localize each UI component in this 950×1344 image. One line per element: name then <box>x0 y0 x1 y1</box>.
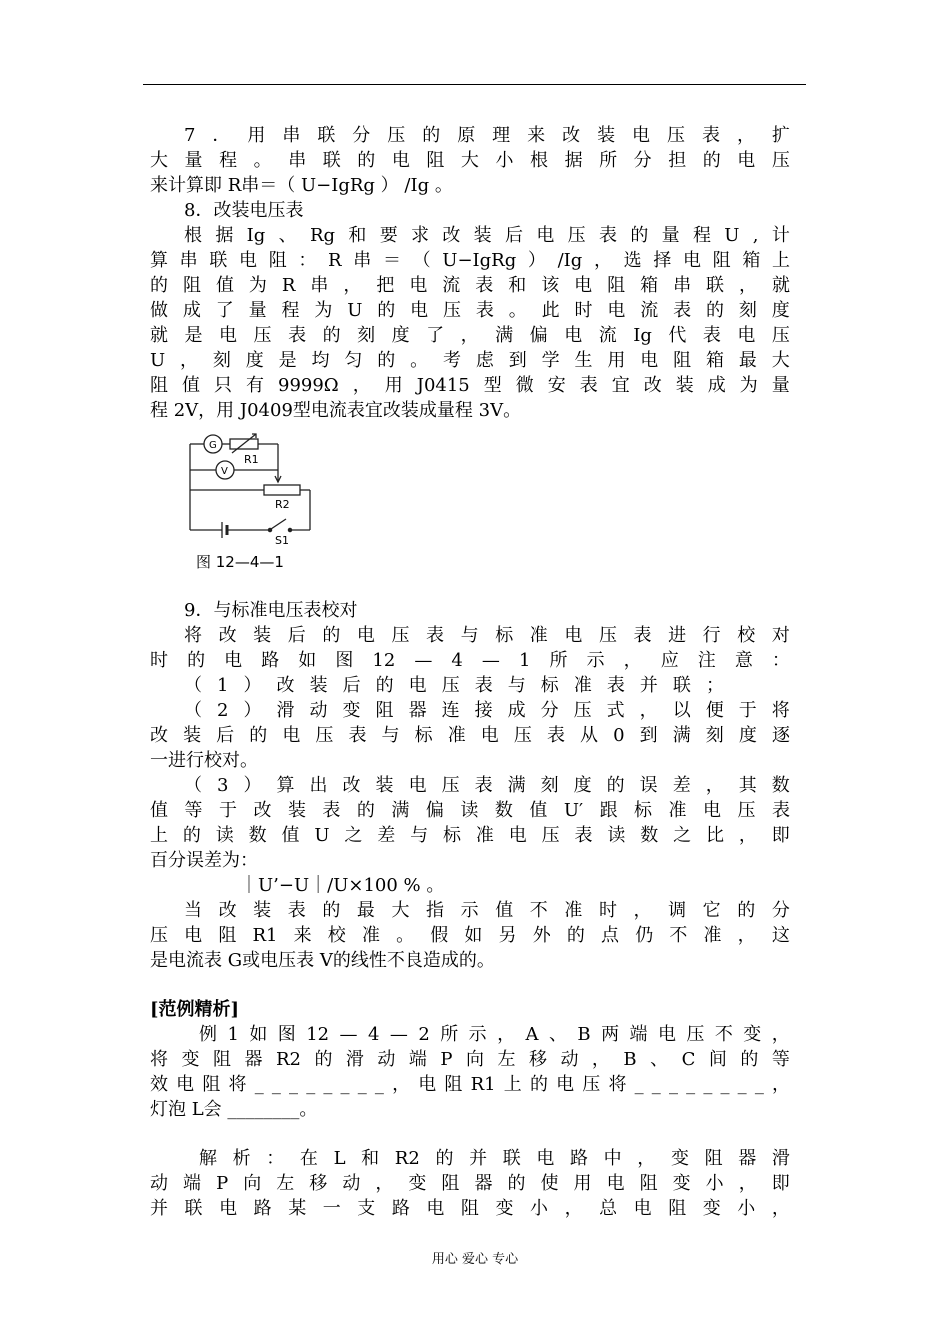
text-line: 7 ． 用 串 联 分 压 的 原 理 来 改 装 电 压 表 ， 扩 <box>184 125 790 146</box>
text-line: （ 1 ） 改 装 后 的 电 压 表 与 标 准 表 并 联 ； <box>184 675 724 696</box>
label-r2: R2 <box>275 498 290 511</box>
text-line: 值 等 于 改 装 表 的 满 偏 读 数 值 U′ 跟 标 准 电 压 表 <box>150 800 790 821</box>
page-footer: 用心 爱心 专心 <box>431 1252 519 1267</box>
text-line: 上 的 读 数 值 U 之 差 与 标 准 电 压 表 读 数 之 比 ， 即 <box>150 825 790 846</box>
example-line: 例 1 如 图 12 — 4 — 2 所 示 ， A 、 B 两 端 电 压 不 变 ， <box>199 1024 790 1045</box>
section-heading: 8．改装电压表 <box>184 200 304 221</box>
text-line: （ 2 ） 滑 动 变 阻 器 连 接 成 分 压 式 ， 以 便 于 将 <box>184 700 790 721</box>
text-line: 将 改 装 后 的 电 压 表 与 标 准 电 压 表 进 行 校 对 <box>184 625 790 646</box>
text-line: 做 成 了 量 程 为 U 的 电 压 表 。 此 时 电 流 表 的 刻 度 <box>150 300 790 321</box>
text-line: 将 变 阻 器 R2 的 滑 动 端 P 向 左 移 动 ， B 、 C 间 的 等 <box>150 1049 790 1070</box>
text-line: 一进行校对。 <box>150 750 258 771</box>
text-line: 来计算即 R串＝（ U−IgRg ） /Ig 。 <box>150 175 453 196</box>
text-line: 的 阻 值 为 R 串 ， 把 电 流 表 和 该 电 阻 箱 串 联 ， 就 <box>150 275 790 296</box>
switch-s1-icon <box>271 519 286 529</box>
text-line: 动 端 P 向 左 移 动 ， 变 阻 器 的 使 用 电 阻 变 小 ， 即 <box>150 1173 790 1194</box>
label-r1: R1 <box>244 453 259 466</box>
text-line: 改 装 后 的 电 压 表 与 标 准 电 压 表 从 0 到 满 刻 度 逐 <box>150 725 790 746</box>
label-s1: S1 <box>275 534 289 547</box>
label-g: G <box>209 440 217 451</box>
circuit-diagram <box>182 430 322 552</box>
text-line: 算 串 联 电 阻 ： R 串 ＝ （ U−IgRg ） /Ig ， 选 择 电 阻 箱 上 <box>150 250 790 271</box>
text-line: 根 据 Ig 、 Rg 和 要 求 改 装 后 电 压 表 的 量 程 U , 计 <box>184 225 790 246</box>
figure-caption: 图 12—4—1 <box>196 553 284 571</box>
text-line: 就 是 电 压 表 的 刻 度 了 ， 满 偏 电 流 Ig 代 表 电 压 <box>150 325 790 346</box>
resistor-r2-icon <box>264 485 300 495</box>
label-v: V <box>221 466 228 477</box>
analysis-line: 解 析 ： 在 L 和 R2 的 并 联 电 路 中 ， 变 阻 器 滑 <box>199 1148 790 1169</box>
text-line: 程 2V，用 J0409型电流表宜改装成量程 3V。 <box>150 400 522 421</box>
text-line: 并 联 电 路 某 一 支 路 电 阻 变 小 ， 总 电 阻 变 小 ， <box>150 1198 790 1219</box>
text-line: （ 3 ） 算 出 改 装 电 压 表 满 刻 度 的 误 差 ， 其 数 <box>184 775 790 796</box>
header-rule <box>143 84 806 85</box>
text-line: 当 改 装 表 的 最 大 指 示 值 不 准 时 ， 调 它 的 分 <box>184 900 790 921</box>
text-line: 大 量 程 。 串 联 的 电 阻 大 小 根 据 所 分 担 的 电 压 <box>150 150 790 171</box>
formula-line: ｜U’−U｜/U×100 % 。 <box>240 875 445 896</box>
section-heading: 9．与标准电压表校对 <box>184 600 358 621</box>
text-line: U ， 刻 度 是 均 匀 的 。 考 虑 到 学 生 用 电 阻 箱 最 大 <box>150 350 790 371</box>
text-line: 灯泡 L会 ________。 <box>150 1099 318 1120</box>
text-line: 阻 值 只 有 9999Ω ， 用 J0415 型 微 安 表 宜 改 装 成 为 量 <box>150 375 790 396</box>
text-line: 时 的 电 路 如 图 12 — 4 — 1 所 示 ， 应 注 意 ： <box>150 650 790 671</box>
text-line: 压 电 阻 R1 来 校 准 。 假 如 另 外 的 点 仍 不 准 ， 这 <box>150 925 790 946</box>
text-line: 是电流表 G或电压表 V的线性不良造成的。 <box>150 950 495 971</box>
text-line: 百分误差为： <box>150 850 258 871</box>
text-line: 效 电 阻 将 _ _ _ _ _ _ _ _ ， 电 阻 R1 上 的 电 压 将 _ _ _ _ _ _ _ _ ， <box>150 1074 790 1095</box>
section-title: [范例精析] <box>150 999 240 1020</box>
